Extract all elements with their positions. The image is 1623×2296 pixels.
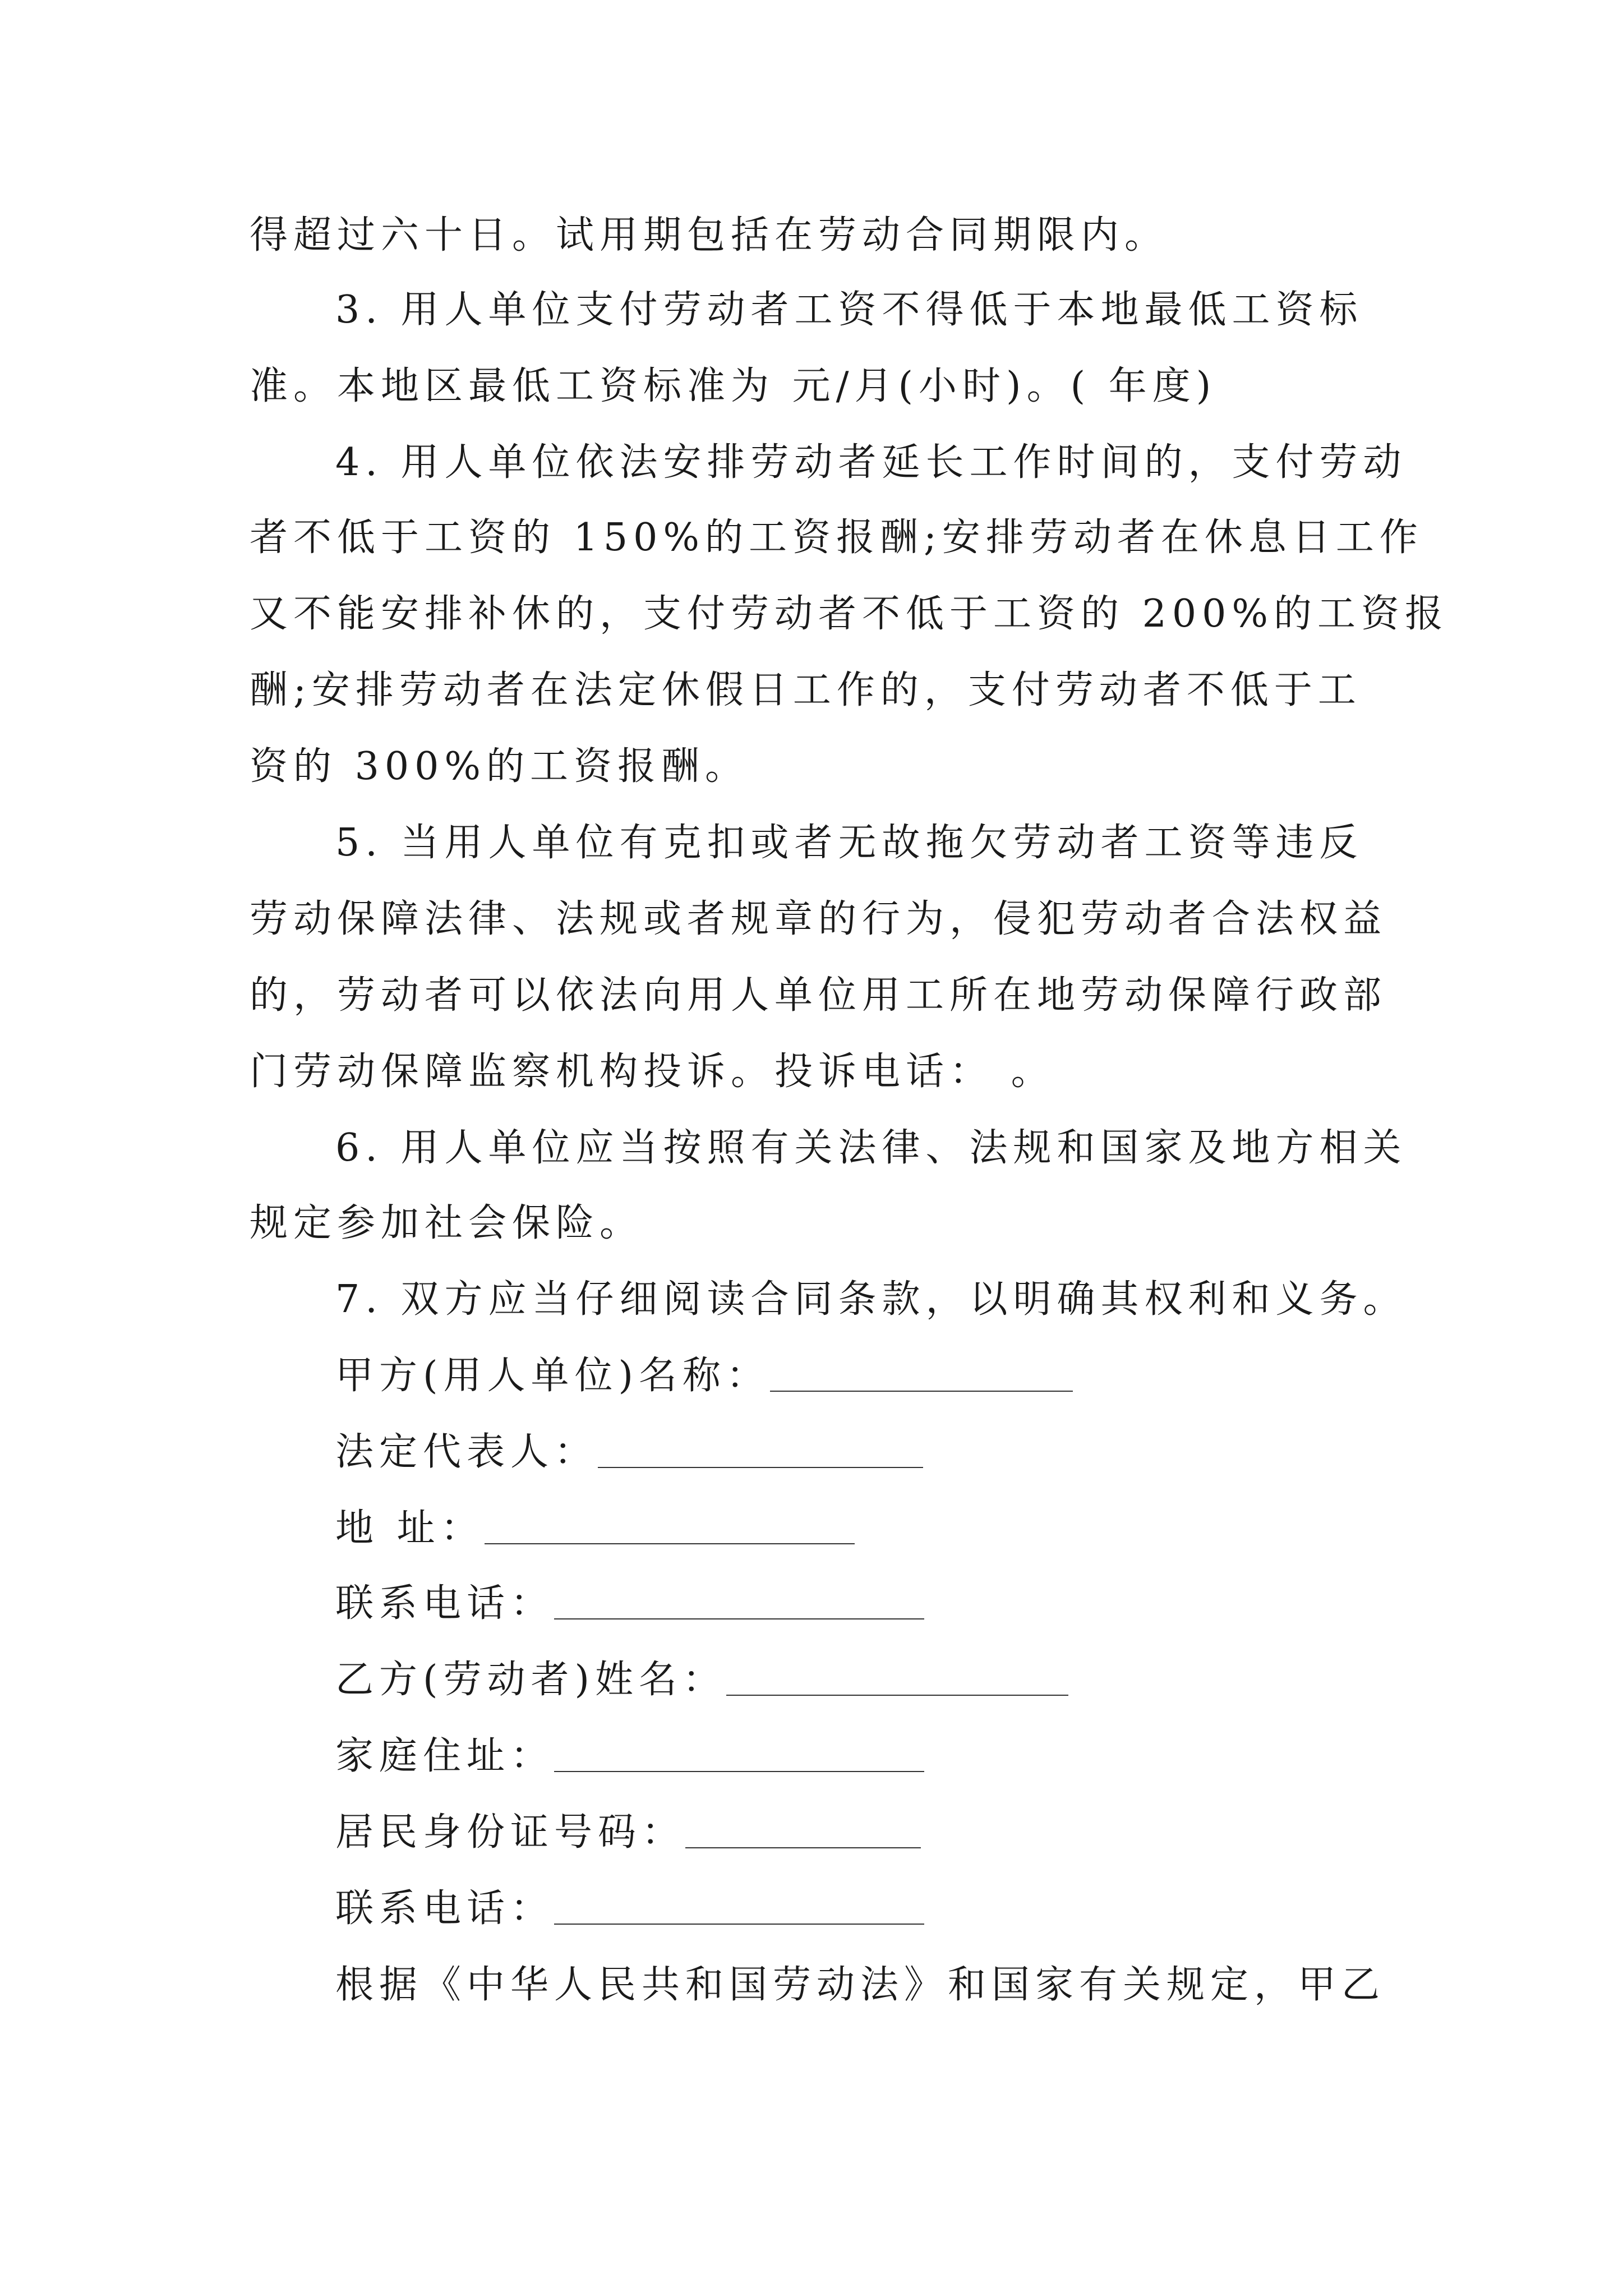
form-field-employer-phone <box>335 1579 924 1629</box>
paragraph-3-line-2: 准。本地区最低工资标准为 元/月(小时)。( 年度) <box>250 364 1217 408</box>
paragraph-4-line-1: 4. 用人单位依法安排劳动者延长工作时间的，支付劳动 <box>335 440 1407 485</box>
paragraph-3-line-1: 3. 用人单位支付劳动者工资不得低于本地最低工资标 <box>335 288 1363 332</box>
form-field-id-number <box>335 1807 921 1858</box>
field-label: 联系电话： <box>335 1581 555 1626</box>
form-field-address <box>335 1503 855 1554</box>
field-label: 地 址： <box>335 1506 485 1550</box>
field-label: 甲方(用人单位)名称： <box>335 1354 771 1398</box>
employee-name-blank[interactable] <box>726 1661 1068 1696</box>
form-field-legal-representative <box>335 1427 923 1478</box>
form-field-employee-name <box>335 1655 1068 1705</box>
legal-representative-blank[interactable] <box>598 1433 923 1468</box>
paragraph-4-line-3: 又不能安排补休的，支付劳动者不低于工资的 200%的工资报 <box>250 592 1449 636</box>
paragraph-5-line-1: 5. 当用人单位有克扣或者无故拖欠劳动者工资等违反 <box>335 821 1363 865</box>
paragraph-5-line-3: 的，劳动者可以依法向用人单位用工所在地劳动保障行政部 <box>250 973 1387 1018</box>
paragraph-6-line-1: 6. 用人单位应当按照有关法律、法规和国家及地方相关 <box>335 1126 1407 1170</box>
field-label: 家庭住址： <box>335 1734 555 1778</box>
paragraph-6-line-2: 规定参加社会保险。 <box>250 1201 644 1245</box>
paragraph-4-line-2: 者不低于工资的 150%的工资报酬;安排劳动者在休息日工作 <box>250 516 1423 560</box>
paragraph-7-line-1: 7. 双方应当仔细阅读合同条款，以明确其权利和义务。 <box>335 1277 1407 1322</box>
form-field-employer-name <box>335 1351 1073 1401</box>
form-field-employee-phone <box>335 1884 924 1934</box>
form-field-home-address <box>335 1731 924 1782</box>
field-label: 居民身份证号码： <box>335 1810 686 1855</box>
closing-paragraph: 根据《中华人民共和国劳动法》和国家有关规定，甲乙 <box>335 1963 1386 2007</box>
address-blank[interactable] <box>485 1510 855 1544</box>
employee-phone-blank[interactable] <box>554 1890 924 1925</box>
home-address-blank[interactable] <box>554 1737 924 1772</box>
paragraph-4-line-4: 酬;安排劳动者在法定休假日工作的，支付劳动者不低于工 <box>250 668 1362 712</box>
id-number-blank[interactable] <box>685 1814 921 1848</box>
field-label: 联系电话： <box>335 1887 555 1931</box>
employer-phone-blank[interactable] <box>554 1585 924 1619</box>
employer-name-blank[interactable] <box>770 1357 1073 1392</box>
field-label: 法定代表人： <box>335 1430 598 1474</box>
field-label: 乙方(劳动者)姓名： <box>335 1658 727 1702</box>
paragraph-2-tail: 得超过六十日。试用期包括在劳动合同期限内。 <box>250 213 1169 257</box>
paragraph-5-line-4: 门劳动保障监察机构投诉。投诉电话： 。 <box>250 1050 1055 1094</box>
paragraph-5-line-2: 劳动保障法律、法规或者规章的行为，侵犯劳动者合法权益 <box>250 897 1387 941</box>
paragraph-4-line-5: 资的 300%的工资报酬。 <box>250 744 749 789</box>
